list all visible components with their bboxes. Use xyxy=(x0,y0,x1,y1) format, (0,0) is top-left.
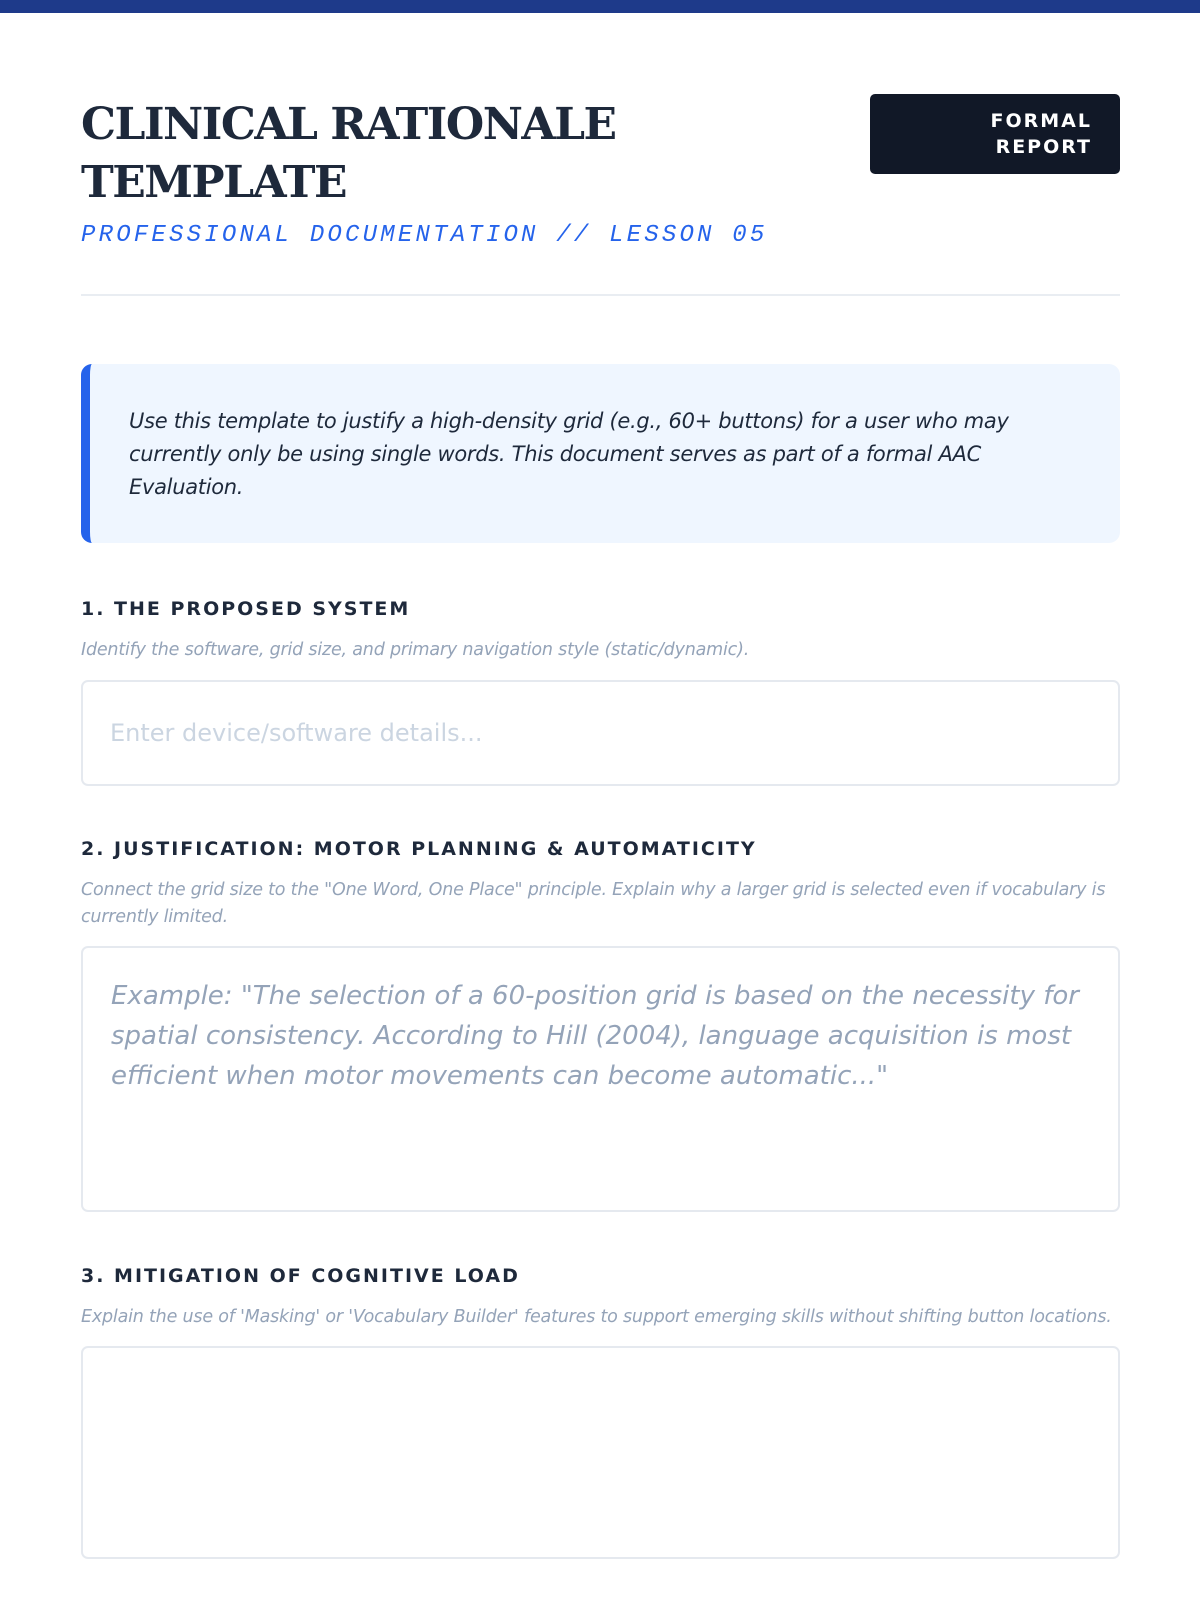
section-label: 3. MITIGATION OF COGNITIVE LOAD xyxy=(81,1265,520,1287)
section-hint: Connect the grid size to the "One Word, One Place" principle. Explain why a larger grid is selected even if vocabulary is currently limited. xyxy=(81,880,1106,927)
page-subtitle: PROFESSIONAL DOCUMENTATION // LESSON 05 xyxy=(81,222,768,249)
badge-line-1: FORMAL xyxy=(990,110,1092,132)
page-title-line-1: CLINICAL RATIONALE xyxy=(81,99,616,150)
section-proposed-system xyxy=(81,597,1120,786)
section-label: 1. THE PROPOSED SYSTEM xyxy=(81,598,411,620)
justification-textarea[interactable] xyxy=(81,946,1120,1212)
document-page xyxy=(81,0,1120,1327)
document-header xyxy=(81,0,1120,296)
formal-report-badge xyxy=(870,94,1120,174)
badge-line-2: REPORT xyxy=(995,136,1092,158)
page-title-line-2: TEMPLATE xyxy=(81,157,347,208)
section-hint: Identify the software, grid size, and primary navigation style (static/dynamic). xyxy=(81,640,750,660)
section-hint: Explain the use of 'Masking' or 'Vocabulary Builder' features to support emerging skills without shifting button locations. xyxy=(81,1307,1112,1327)
cognitive-load-textarea[interactable] xyxy=(81,1346,1120,1559)
section-cognitive-load xyxy=(81,1264,1120,1559)
callout-text: Use this template to justify a high-density grid (e.g., 60+ buttons) for a user who may currently only be using single words. This document serves as part of a formal AAC Evaluation. xyxy=(129,409,1009,499)
instructions-callout xyxy=(81,364,1120,543)
section-justification xyxy=(81,837,1120,1212)
device-software-input[interactable] xyxy=(81,680,1120,786)
page-title xyxy=(81,96,781,212)
section-label: 2. JUSTIFICATION: MOTOR PLANNING & AUTOMATICITY xyxy=(81,838,757,860)
